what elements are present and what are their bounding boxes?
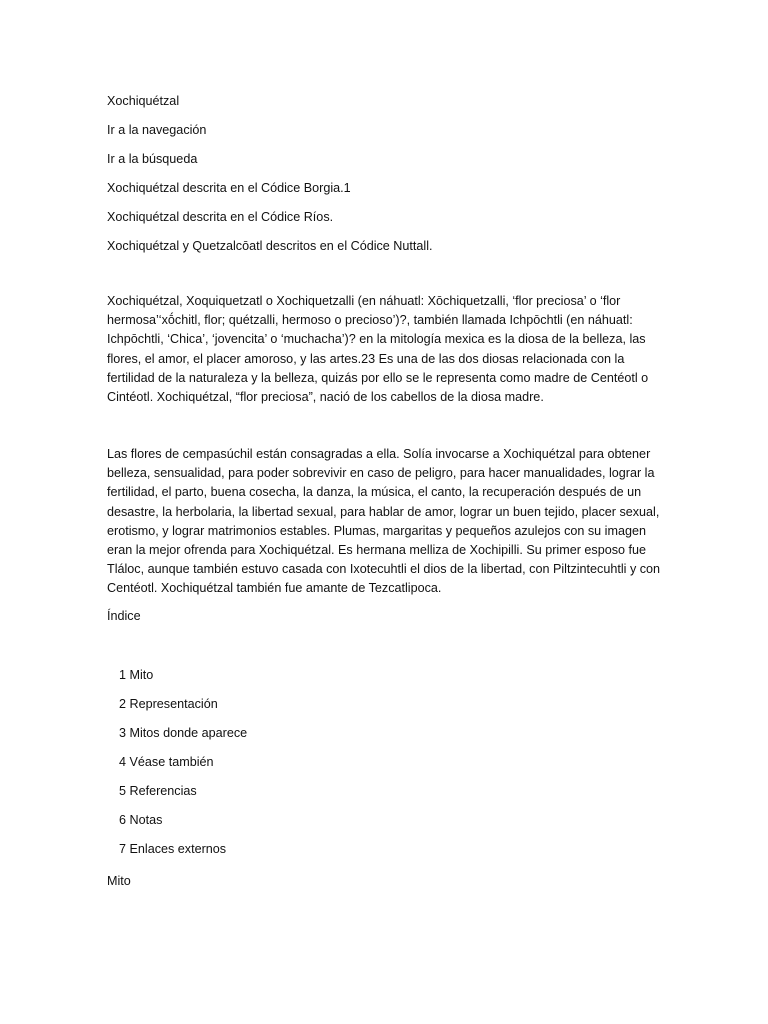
toc-item-referencias[interactable]: 5 Referencias (119, 784, 197, 798)
toc-item-notas[interactable]: 6 Notas (119, 813, 163, 827)
toc-item-vease-tambien[interactable]: 4 Véase también (119, 755, 214, 769)
article-title: Xochiquétzal (107, 94, 180, 108)
image-caption-nuttall: Xochiquétzal y Quetzalcōatl descritos en el Códice Nuttall. (107, 239, 433, 253)
toc-item-enlaces-externos[interactable]: 7 Enlaces externos (119, 842, 227, 856)
image-caption-borgia: Xochiquétzal descrita en el Códice Borgia.1 (107, 181, 351, 195)
toc-item-mitos-donde-aparece[interactable]: 3 Mitos donde aparece (119, 726, 248, 740)
skip-to-navigation-link[interactable]: Ir a la navegación (107, 123, 207, 137)
section-heading-mito: Mito (107, 874, 131, 888)
body-paragraph: Las flores de cempasúchil están consagradas a ella. Solía invocarse a Xochiquétzal para obtener belleza, sensualidad, para poder sobrevivir en caso de peligro, para hacer manualidades, lograr la fertilidad, el parto, buena cosecha, la danza, la música, el canto, la recuperación después de un desastre, la herbolaria, la libertad sexual, para hablar de amor, lograr un buen tejido, placer sexual, erotismo, y lograr matrimonios estables. Plumas, margaritas y pequeños azulejos con su imagen eran la mejor ofrenda para Xochiquétzal. Es hermana melliza de Xochipilli. Su primer esposo fue Tláloc, aunque también estuvo casada con Ixotecuhtli el dios de la libertad, con Piltzintecuhtli y con Centéotl. Xochiquétzal también fue amante de Tezcatlipoca. (107, 447, 661, 596)
index-heading: Índice (107, 609, 141, 623)
toc-item-mito[interactable]: 1 Mito (119, 668, 154, 682)
image-caption-rios: Xochiquétzal descrita en el Códice Ríos. (107, 210, 334, 224)
intro-paragraph: Xochiquétzal, Xoquiquetzatl o Xochiquetzalli (en náhuatl: Xōchiquetzalli, ‘flor preciosa’ o ‘flor hermosa’‘xṓchitl, flor; quétzalli, hermoso o precioso’)?, también llamada Ichpōchtli (en náhuatl: Ichpōchtli, ‘Chica’, ‘jovencita’ o ‘muchacha’)? en la mitología mexica es la diosa de la belleza, las flores, el amor, el placer amoroso, y las artes.23 Es una de las dos diosas relacionada con la fertilidad de la naturaleza y la belleza, quizás por ello se le representa como madre de Centéotl o Cintéotl. Xochiquétzal, “flor preciosa”, nació de los cabellos de la diosa madre. (107, 294, 649, 405)
toc-item-representacion[interactable]: 2 Representación (119, 697, 218, 711)
skip-to-search-link[interactable]: Ir a la búsqueda (107, 152, 198, 166)
